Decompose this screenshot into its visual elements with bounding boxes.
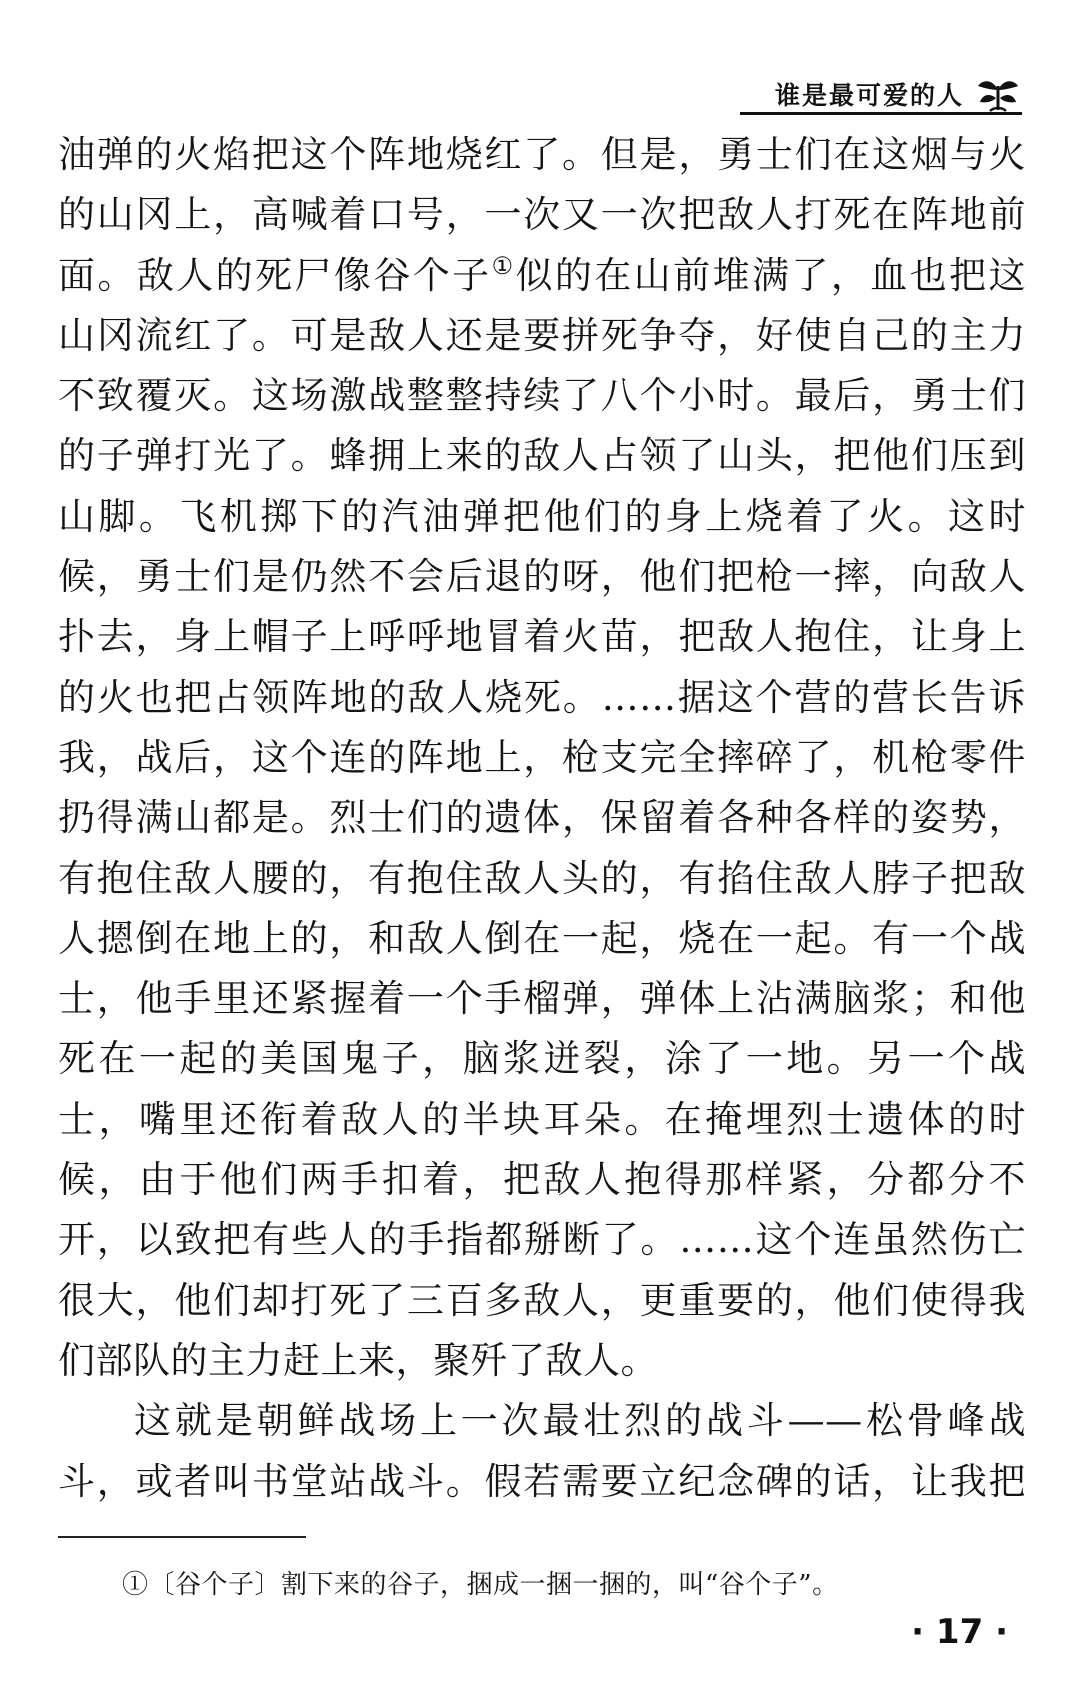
text-line: 扑去，身上帽子上呼呼地冒着火苗，把敌人抱住，让身上: [58, 615, 1026, 659]
text-line: 的火也把占领阵地的敌人烧死。……据这个营的营长告诉: [58, 675, 1026, 719]
header-rule: [740, 112, 1022, 115]
footnote-rule: [58, 1536, 306, 1538]
text-fragment: 面。敌人的死尸像谷个子: [58, 253, 492, 297]
footnote-marker: ①: [491, 251, 516, 280]
text-line: 的子弹打光了。蜂拥上来的敌人占领了山头，把他们压到: [58, 434, 1026, 478]
text-line: 士，他手里还紧握着一个手榴弹，弹体上沾满脑浆；和他: [58, 977, 1026, 1021]
text-line: 山冈流红了。可是敌人还是要拼死争夺，好使自己的主力: [58, 313, 1026, 357]
text-line: 士，嘴里还衔着敌人的半块耳朵。在掩埋烈士遗体的时: [58, 1097, 1026, 1141]
text-line: 开，以致把有些人的手指都掰断了。……这个连虽然伤亡: [58, 1218, 1026, 1262]
text-line: 不致覆灭。这场激战整整持续了八个小时。最后，勇士们: [58, 374, 1026, 418]
text-line: 油弹的火焰把这个阵地烧红了。但是，勇士们在这烟与火: [58, 133, 1026, 176]
text-line: 的山冈上，高喊着口号，一次又一次把敌人打死在阵地前: [58, 193, 1026, 237]
text-fragment: 似的在山前堆满了，血也把这: [515, 253, 1027, 297]
footnote: ①〔谷个子〕割下来的谷子，捆成一捆一捆的，叫“谷个子”。: [122, 1570, 839, 1600]
running-header: [775, 72, 1022, 116]
text-line: 斗，或者叫书堂站战斗。假若需要立纪念碑的话，让我把: [58, 1459, 1026, 1503]
text-line: 死在一起的美国鬼子，脑浆迸裂，涂了一地。另一个战: [58, 1037, 1026, 1081]
text-line: 我，战后，这个连的阵地上，枪支完全摔碎了，机枪零件: [58, 735, 1026, 779]
text-line: 扔得满山都是。烈士们的遗体，保留着各种各样的姿势，: [58, 796, 1026, 840]
body-text: [58, 125, 1026, 1512]
page-number: · 17 ·: [911, 1612, 1008, 1652]
paragraph-end-line: 们部队的主力赶上来，聚歼了敌人。: [58, 1338, 658, 1382]
text-line: 很大，他们却打死了三百多敌人，更重要的，他们使得我: [58, 1278, 1026, 1322]
text-line: 山脚。飞机掷下的汽油弹把他们的身上烧着了火。这时: [58, 494, 1026, 538]
paragraph-start-line: 这就是朝鲜战场上一次最壮烈的战斗——松骨峰战: [134, 1399, 1026, 1443]
text-line-with-note: [58, 246, 1026, 306]
running-title: 谁是最可爱的人: [774, 81, 964, 110]
text-line: 候，由于他们两手扣着，把敌人抱得那样紧，分都分不: [58, 1158, 1026, 1202]
sprout-leaves-icon: [974, 74, 1022, 114]
text-line: 有抱住敌人腰的，有抱住敌人头的，有掐住敌人脖子把敌: [58, 856, 1026, 900]
text-line: 人摁倒在地上的，和敌人倒在一起，烧在一起。有一个战: [58, 916, 1026, 960]
text-line: 候，勇士们是仍然不会后退的呀，他们把枪一摔，向敌人: [58, 555, 1026, 599]
